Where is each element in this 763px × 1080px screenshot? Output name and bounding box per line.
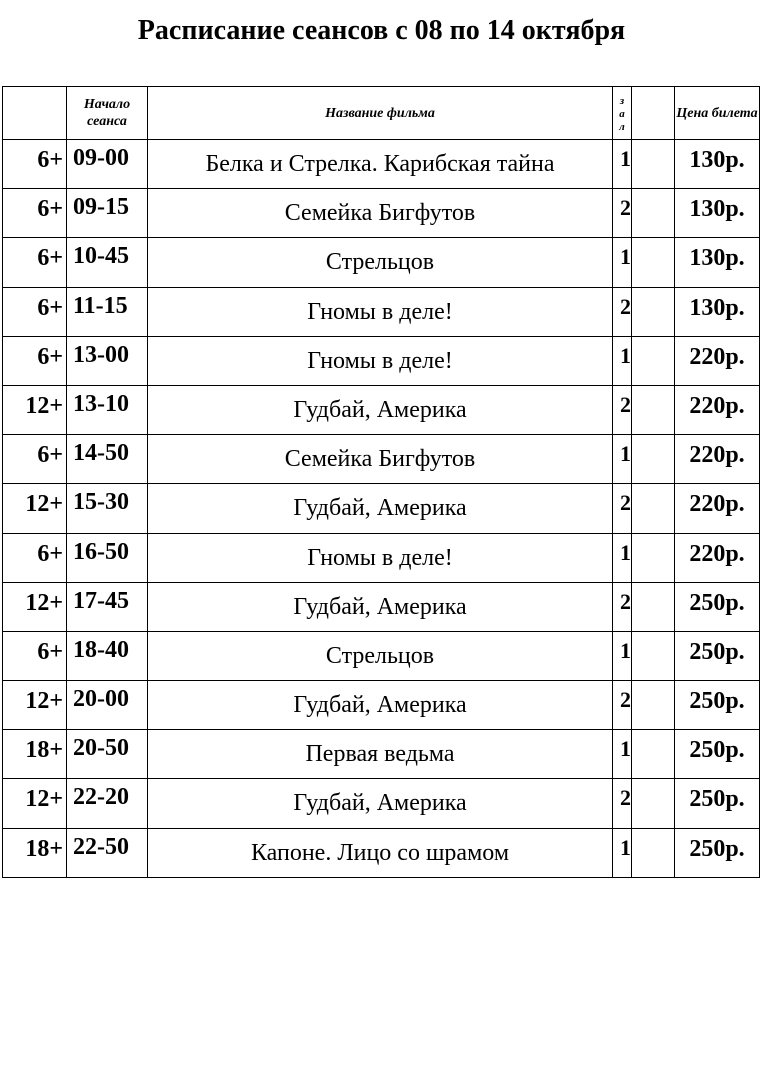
ticket-price-cell: 220р. — [675, 385, 760, 434]
film-title-cell: Гудбай, Америка — [148, 779, 613, 828]
empty-cell — [632, 631, 675, 680]
film-title-cell: Белка и Стрелка. Карибская тайна — [148, 140, 613, 189]
start-time-cell: 13-10 — [67, 385, 148, 434]
start-time-cell: 22-50 — [67, 828, 148, 877]
ticket-price-cell: 220р. — [675, 484, 760, 533]
ticket-price-cell: 130р. — [675, 140, 760, 189]
film-title-cell: Стрельцов — [148, 631, 613, 680]
film-title-cell: Семейка Бигфутов — [148, 189, 613, 238]
film-title-cell: Гудбай, Америка — [148, 385, 613, 434]
table-row — [3, 385, 760, 434]
table-body — [3, 140, 760, 878]
empty-cell — [632, 189, 675, 238]
table-row — [3, 681, 760, 730]
empty-cell — [632, 730, 675, 779]
age-rating-cell: 12+ — [3, 681, 67, 730]
hall-number-cell: 1 — [613, 238, 632, 287]
page-title: Расписание сеансов с 08 по 14 октября — [137, 15, 626, 46]
age-rating-cell: 6+ — [3, 336, 67, 385]
age-rating-cell: 18+ — [3, 828, 67, 877]
film-title-cell: Гномы в деле! — [148, 533, 613, 582]
film-title-cell: Гудбай, Америка — [148, 582, 613, 631]
age-rating-cell: 6+ — [3, 287, 67, 336]
start-time-cell: 20-00 — [67, 681, 148, 730]
start-time-cell: 13-00 — [67, 336, 148, 385]
age-rating-cell: 6+ — [3, 435, 67, 484]
ticket-price-cell: 250р. — [675, 779, 760, 828]
start-time-cell: 20-50 — [67, 730, 148, 779]
ticket-price-cell: 250р. — [675, 631, 760, 680]
hall-number-cell: 2 — [613, 779, 632, 828]
hall-number-cell: 2 — [613, 681, 632, 730]
ticket-price-cell: 130р. — [675, 238, 760, 287]
empty-cell — [632, 484, 675, 533]
hall-number-cell: 1 — [613, 631, 632, 680]
film-title-cell: Гудбай, Америка — [148, 681, 613, 730]
table-row — [3, 484, 760, 533]
header-extra — [632, 87, 675, 140]
empty-cell — [632, 533, 675, 582]
age-rating-cell: 6+ — [3, 238, 67, 287]
table-row — [3, 631, 760, 680]
age-rating-cell: 6+ — [3, 140, 67, 189]
age-rating-cell: 12+ — [3, 484, 67, 533]
film-title-cell: Семейка Бигфутов — [148, 435, 613, 484]
header-start: Начало сеанса — [67, 87, 148, 140]
header-hall-label: зал — [619, 94, 625, 133]
start-time-cell: 09-00 — [67, 140, 148, 189]
empty-cell — [632, 287, 675, 336]
age-rating-cell: 18+ — [3, 730, 67, 779]
empty-cell — [632, 828, 675, 877]
empty-cell — [632, 779, 675, 828]
empty-cell — [632, 582, 675, 631]
ticket-price-cell: 250р. — [675, 681, 760, 730]
table-row — [3, 582, 760, 631]
hall-number-cell: 1 — [613, 140, 632, 189]
start-time-cell: 14-50 — [67, 435, 148, 484]
hall-number-cell: 1 — [613, 533, 632, 582]
header-age — [3, 87, 67, 140]
ticket-price-cell: 130р. — [675, 287, 760, 336]
empty-cell — [632, 385, 675, 434]
ticket-price-cell: 220р. — [675, 435, 760, 484]
schedule-table — [2, 86, 760, 878]
table-row — [3, 140, 760, 189]
ticket-price-cell: 250р. — [675, 582, 760, 631]
table-row — [3, 730, 760, 779]
table-row — [3, 435, 760, 484]
ticket-price-cell: 250р. — [675, 730, 760, 779]
start-time-cell: 22-20 — [67, 779, 148, 828]
empty-cell — [632, 336, 675, 385]
ticket-price-cell: 250р. — [675, 828, 760, 877]
age-rating-cell: 6+ — [3, 189, 67, 238]
empty-cell — [632, 435, 675, 484]
age-rating-cell: 12+ — [3, 582, 67, 631]
ticket-price-cell: 130р. — [675, 189, 760, 238]
film-title-cell: Капоне. Лицо со шрамом — [148, 828, 613, 877]
start-time-cell: 11-15 — [67, 287, 148, 336]
start-time-cell: 17-45 — [67, 582, 148, 631]
hall-number-cell: 2 — [613, 484, 632, 533]
hall-number-cell: 2 — [613, 189, 632, 238]
film-title-cell: Гудбай, Америка — [148, 484, 613, 533]
table-header-row — [3, 87, 760, 140]
hall-number-cell: 1 — [613, 435, 632, 484]
table-row — [3, 779, 760, 828]
age-rating-cell: 12+ — [3, 779, 67, 828]
table-row — [3, 828, 760, 877]
age-rating-cell: 6+ — [3, 533, 67, 582]
film-title-cell: Первая ведьма — [148, 730, 613, 779]
ticket-price-cell: 220р. — [675, 336, 760, 385]
header-film: Название фильма — [148, 87, 613, 140]
hall-number-cell: 2 — [613, 385, 632, 434]
hall-number-cell: 1 — [613, 730, 632, 779]
hall-number-cell: 1 — [613, 828, 632, 877]
ticket-price-cell: 220р. — [675, 533, 760, 582]
table-row — [3, 238, 760, 287]
header-price: Цена билета — [675, 87, 760, 140]
table-row — [3, 336, 760, 385]
header-hall — [613, 87, 632, 140]
start-time-cell: 09-15 — [67, 189, 148, 238]
film-title-cell: Гномы в деле! — [148, 336, 613, 385]
start-time-cell: 18-40 — [67, 631, 148, 680]
empty-cell — [632, 238, 675, 287]
empty-cell — [632, 681, 675, 730]
table-row — [3, 533, 760, 582]
start-time-cell: 15-30 — [67, 484, 148, 533]
film-title-cell: Гномы в деле! — [148, 287, 613, 336]
age-rating-cell: 6+ — [3, 631, 67, 680]
hall-number-cell: 2 — [613, 582, 632, 631]
hall-number-cell: 2 — [613, 287, 632, 336]
table-row — [3, 189, 760, 238]
empty-cell — [632, 140, 675, 189]
age-rating-cell: 12+ — [3, 385, 67, 434]
film-title-cell: Стрельцов — [148, 238, 613, 287]
start-time-cell: 16-50 — [67, 533, 148, 582]
table-row — [3, 287, 760, 336]
start-time-cell: 10-45 — [67, 238, 148, 287]
hall-number-cell: 1 — [613, 336, 632, 385]
